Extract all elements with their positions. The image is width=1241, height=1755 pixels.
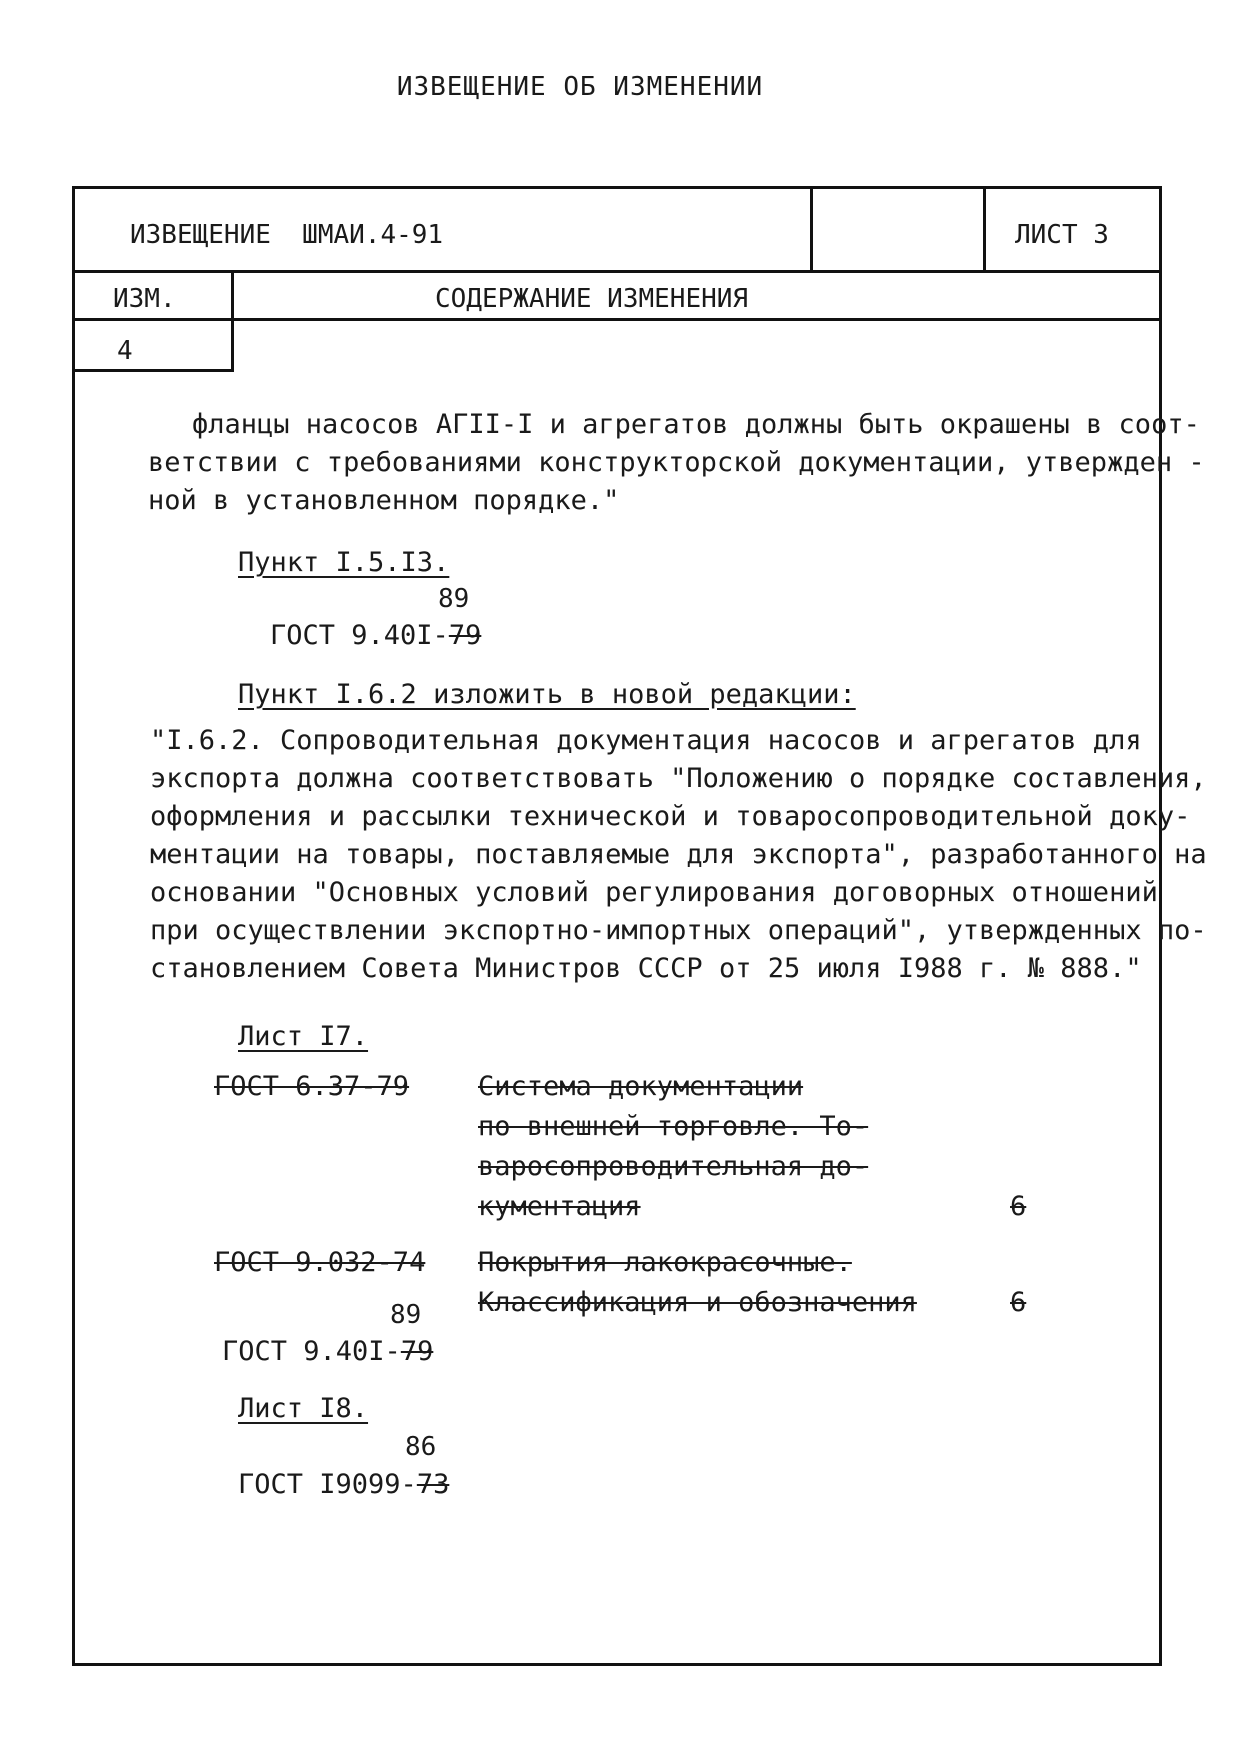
document-title: ИЗВЕЩЕНИЕ ОБ ИЗМЕНЕНИИ [396,72,764,102]
deleted-desc-1-line-4: кументация [478,1191,641,1222]
deleted-desc-1-line-3: варосопроводительная до- [478,1151,869,1182]
item-1-6-2-line-7: становлением Совета Министров СССР от 25 июля I988 г. № 888." [150,953,1142,984]
column-header-divider [72,318,1162,321]
item-1-5-13-gost [270,617,481,655]
header-separator-2 [983,186,986,272]
content-column-label: СОДЕРЖАНИЕ ИЗМЕНЕНИЯ [435,284,749,314]
notice-number: ИЗВЕЩЕНИЕ ШМАИ.4-91 [130,220,444,250]
change-number: 4 [117,336,133,366]
deleted-gost-6-37-79: ГОСТ 6.37-79 [214,1071,410,1102]
intro-line-3: ной в установленном порядке." [148,485,620,516]
item-1-6-2-line-5: основании "Основных условий регулирования договорных отношений [150,877,1158,908]
old-year-struck: 73 [416,1469,450,1500]
sheet-18-gost [238,1466,449,1504]
intro-line-1: фланцы насосов АГII-I и агрегатов должны быть окрашены в соот- [192,409,1200,440]
sheet-17-gost [222,1333,433,1371]
gost-prefix: ГОСТ 9.40I- [270,620,449,651]
deleted-desc-1-line-1: Система документации [478,1071,804,1102]
gost-prefix: ГОСТ 9.40I- [222,1336,401,1367]
change-column-separator [231,270,234,372]
old-year-struck: 79 [448,620,482,651]
sheet-18-new-year: 86 [405,1432,437,1462]
old-year-struck: 79 [400,1336,434,1367]
header-separator-1 [810,186,813,272]
gost-prefix: ГОСТ I9099- [238,1469,417,1500]
deleted-desc-2-line-2: Классификация и обозначения [478,1287,917,1318]
item-1-6-2-line-4: ментации на товары, поставляемые для экспорта", разработанного на [150,839,1207,870]
deleted-page-1: 6 [1010,1191,1027,1222]
sheet-number: ЛИСТ 3 [1015,220,1109,250]
sheet-17-new-year: 89 [390,1300,422,1330]
item-1-5-13-heading: Пункт I.5.I3. [238,547,450,578]
sheet-18-heading: Лист I8. [238,1393,369,1424]
item-1-6-2-line-2: экспорта должна соответствовать "Положению о порядке составления, [150,763,1207,794]
deleted-gost-9-032-74: ГОСТ 9.032-74 [214,1247,426,1278]
item-1-6-2-heading: Пункт I.6.2 изложить в новой редакции: [238,679,856,710]
item-1-6-2-line-6: при осуществлении экспортно-импортных операций", утвержденных по- [150,915,1207,946]
change-column-label: ИЗМ. [113,284,176,314]
deleted-desc-2-line-1: Покрытия лакокрасочные. [478,1247,852,1278]
item-1-5-13-new-year: 89 [438,584,470,614]
deleted-page-2: 6 [1010,1287,1027,1318]
item-1-6-2-line-1: "I.6.2. Сопроводительная документация насосов и агрегатов для [150,725,1142,756]
sheet-17-heading: Лист I7. [238,1021,369,1052]
item-1-6-2-line-3: оформления и рассылки технической и товаросопроводительной доку- [150,801,1191,832]
deleted-desc-1-line-2: по внешней торговле. То- [478,1111,869,1142]
header-divider [72,270,1162,273]
intro-line-2: ветствии с требованиями конструкторской документации, утвержден - [148,447,1205,478]
change-cell-bottom [72,369,234,372]
